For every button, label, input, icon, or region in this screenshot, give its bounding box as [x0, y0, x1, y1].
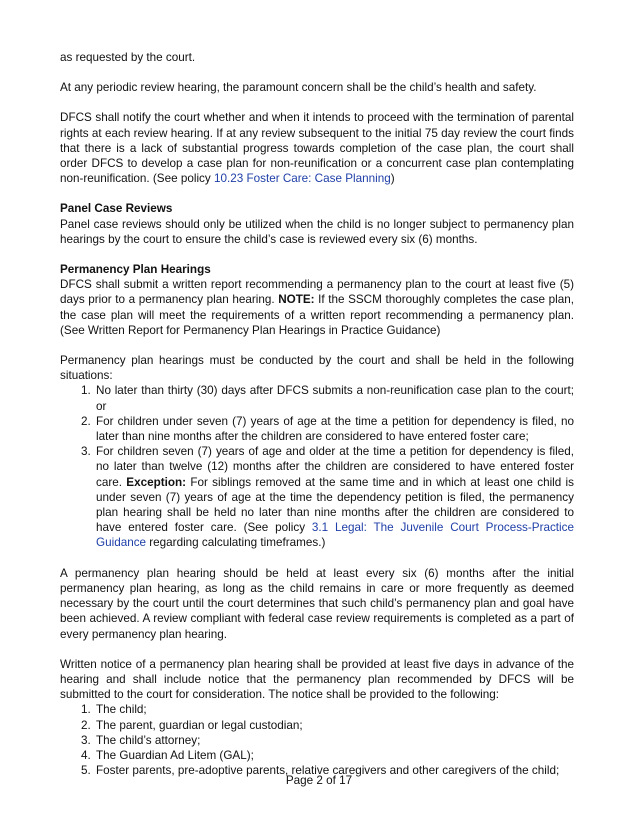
list-hearing-situations — [60, 383, 574, 550]
paragraph-periodic-review: At any periodic review hearing, the paramount concern shall be the child’s health and safety. — [60, 81, 537, 95]
list-notice-recipients — [60, 702, 574, 778]
paragraph-court-request: as requested by the court. — [60, 51, 196, 64]
list-item-recipient: 5. Foster parents, pre-adoptive parents, relative caregivers and other caregivers of the child; — [94, 763, 574, 778]
permanency-text-part1: DFCS shall submit a written report recommending a permanency plan to the court at least five (5) days prior to a permanency plan hearing. — [60, 278, 574, 307]
paragraph-hearings-conducted: Permanency plan hearings must be conducted by the court and shall be held in the following situations: — [60, 354, 574, 383]
paragraph-dfcs-notify-close: ) — [390, 172, 395, 186]
note-label: NOTE: — [278, 293, 315, 307]
paragraph-every-six-months: A permanency plan hearing should be held at least every six (6) months after the initial permanency plan hearing, as long as the child remains in care or more frequently as deemed necessary by the court until the court determines that such child’s permanency plan and goal have been achieved. A review compliant with federal case review requirements is completed as a part of every permanency plan hearing. — [60, 566, 574, 641]
page-number-footer: Page 2 of 17 — [285, 774, 353, 787]
paragraph-dfcs-notify — [60, 110, 574, 186]
list-item-recipient: 1. The child; — [94, 702, 574, 717]
list-item-situation-3 — [94, 444, 574, 550]
list-item-recipient: 4. The Guardian Ad Litem (GAL); — [94, 748, 574, 763]
situation-3-text-a: For children seven (7) years of age and older at the time a petition for dependency is filed, no later than twelve (12) months after the children are considered to have entered foster care. — [96, 445, 574, 489]
list-item-situation-1: 1. No later than thirty (30) days after DFCS submits a non-reunification case plan to the court; or — [94, 383, 574, 413]
section-permanency-plan-hearings — [60, 262, 574, 338]
permanency-text-part2: If the SSCM thoroughly completes the case plan, the case plan will meet the requirements of a written report recommending a permanency plan. (See Written Report for Permanency Plan Hearings in Practice Guidance) — [60, 293, 574, 337]
list-item-recipient: 2. The parent, guardian or legal custodian; — [94, 718, 574, 733]
heading-permanency-plan-hearings: Permanency Plan Hearings — [60, 263, 211, 277]
link-foster-care-case-planning[interactable]: 10.23 Foster Care: Case Planning — [213, 172, 391, 186]
list-item-recipient: 3. The child’s attorney; — [94, 733, 574, 748]
situation-3-text-c: regarding calculating timeframes.) — [146, 536, 326, 550]
paragraph-panel-case-reviews: Panel case reviews should only be utilized when the child is no longer subject to permanency plan hearings by the court to ensure the child’s case is reviewed every six (6) months. — [60, 217, 574, 246]
situation-3-text-b: For siblings removed at the same time and in which at least one child is under seven (7) years of age at the time the dependency petition is filed, the permanency plan hearing shall be held no later than nine months after the children are considered to have entered foster care. (See policy — [96, 475, 574, 535]
section-panel-case-reviews — [60, 201, 574, 247]
list-item-situation-2: 2. For children under seven (7) years of age at the time a petition for dependency is filed, no later than nine months after the children are considered to have entered foster care; — [94, 414, 574, 444]
heading-panel-case-reviews: Panel Case Reviews — [60, 202, 173, 216]
paragraph-written-notice: Written notice of a permanency plan hearing shall be provided at least five days in advance of the hearing and shall include notice that the permanency plan recommended by DFCS will be submitted to the court for consideration. The notice shall be provided to the following: — [60, 657, 574, 702]
link-juvenile-court-process[interactable]: 3.1 Legal: The Juvenile Court Process-Practice Guidance — [96, 521, 574, 550]
exception-label: Exception: — [126, 475, 187, 489]
paragraph-dfcs-notify-text: DFCS shall notify the court whether and when it intends to proceed with the termination of parental rights at each review hearing. If at any review subsequent to the initial 75 day review the court finds that there is a lack of substantial progress towards completion of the case plan, the court shall order DFCS to develop a case plan for non-reunification or a concurrent case plan contemplating non-reunification. (See policy — [60, 111, 574, 186]
